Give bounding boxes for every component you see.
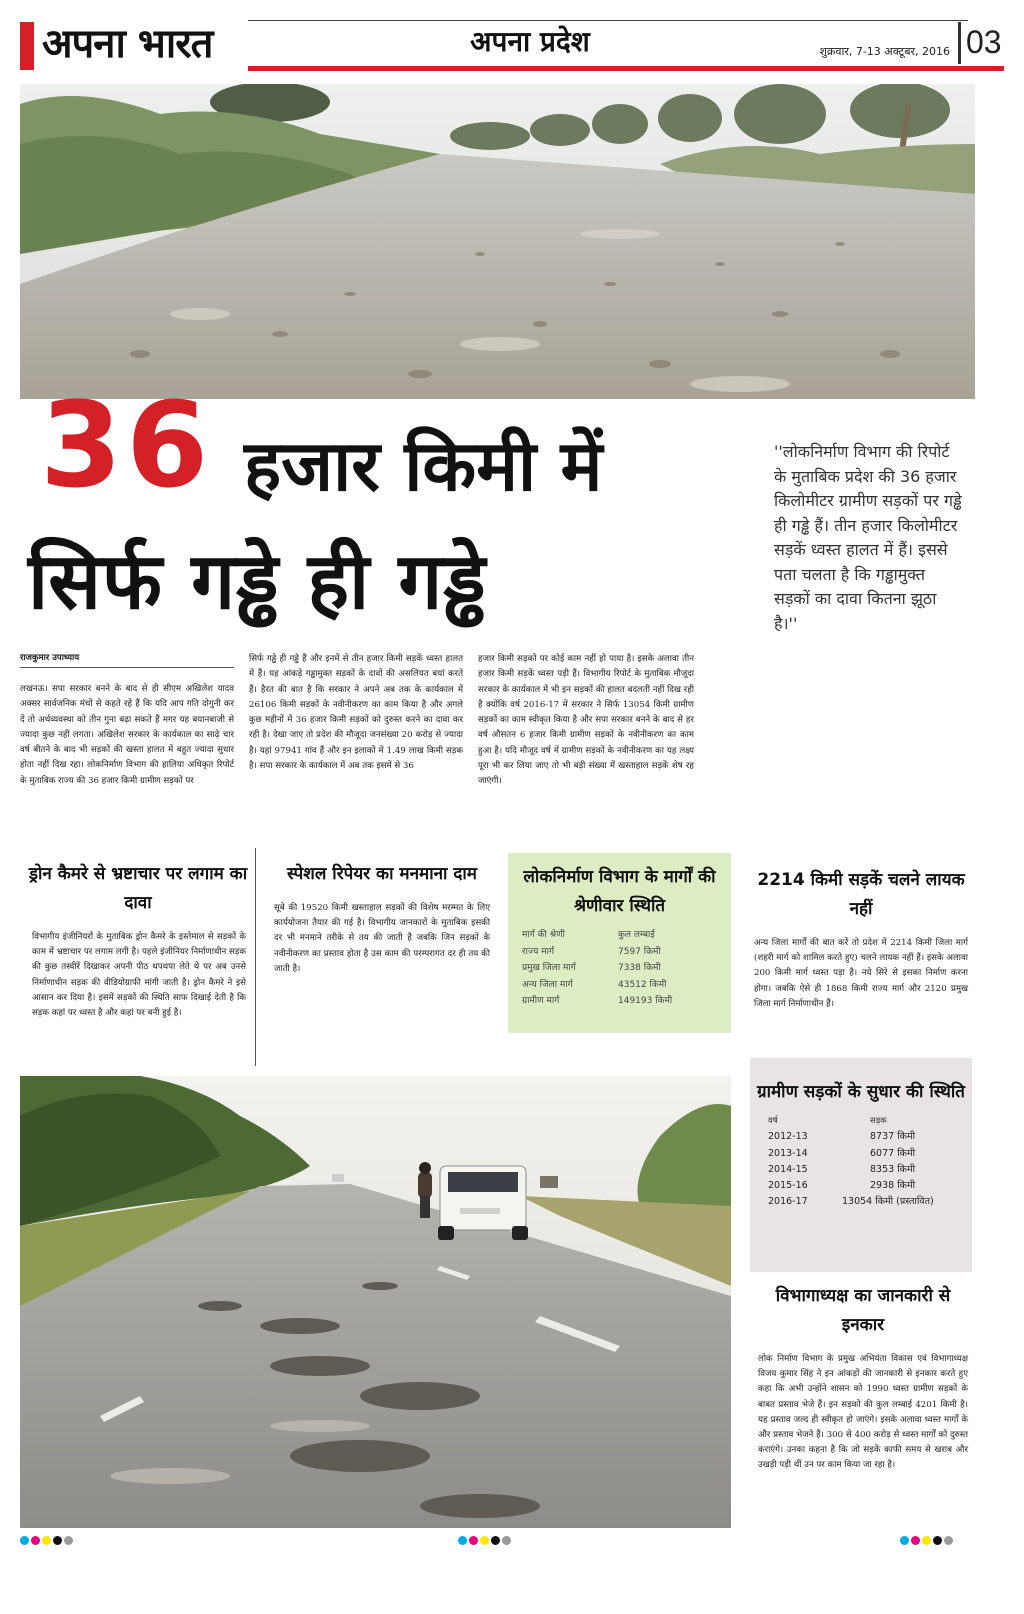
rural-year: 2015-16 [768, 1180, 808, 1192]
table-row [522, 960, 731, 977]
registration-marks-center [458, 1536, 511, 1545]
masthead-divider [958, 22, 961, 64]
drone-title: ड्रोन कैमरे से भ्रष्टाचार पर लगाम का दावा [28, 864, 248, 913]
unusable-title: 2214 किमी सड़कें चलने लायक नहीं [757, 870, 965, 919]
category-header-length: कुल लम्बाई [618, 930, 655, 940]
photo-pothole-highway [20, 1076, 731, 1528]
category-header-type: मार्ग की श्रेणी [522, 930, 565, 940]
masthead-red-bar [20, 22, 34, 70]
rural-year: 2016-17 [768, 1196, 808, 1208]
category-type: प्रमुख जिला मार्ग [522, 963, 576, 973]
rural-header-row [768, 1113, 972, 1129]
registration-marks-left [20, 1536, 73, 1545]
rural-header-year: वर्ष [768, 1116, 778, 1126]
drone-body: विभागीय इंजीनियरों के मुताबिक ड्रोन कैमरे के इस्तेमाल से सड़कों के काम में भ्रष्टाचार पर लगाम लगी है। पहले इंजीनियर निर्माणाधीन सड़क की कुछ तस्वीरें दिखाकर अपनी पीठ थपथपा लेते थे पर अब उनसे निर्माणाधीन सड़क की वीडियोग्राफी मांगी जाती है। ड्रोन कैमरे ने इसे आसान कर दिया है। इसमें सड़कों की स्थिति साफ दिखाई देती है कि सड़क कहां पर ध्वस्त है और कहां पर बनी हुई है। [32, 932, 246, 1019]
unusable-roads-section [750, 866, 972, 1012]
newspaper-logo[interactable]: अपना भारत [42, 21, 213, 67]
photo-damaged-village-road [20, 84, 975, 399]
repair-section [262, 848, 502, 977]
category-type: अन्य जिला मार्ग [522, 979, 573, 990]
issue-date: शुक्रवार, 7-13 अक्टूबर, 2016 [819, 45, 950, 58]
rural-roads-box [750, 1058, 972, 1272]
masthead-top-rule [248, 20, 968, 21]
rural-length: 13054 किमी (प्रस्तावित) [842, 1196, 934, 1208]
rural-year: 2014-15 [768, 1163, 808, 1175]
category-title: लोकनिर्माण विभाग के मार्गों की श्रेणीवार स्थिति [523, 867, 716, 916]
rural-length: 6077 किमी [870, 1147, 916, 1159]
category-length: 7597 किमी [618, 946, 661, 957]
category-header-row [522, 927, 731, 944]
column-divider [255, 848, 256, 1066]
hod-denial-section [752, 1282, 974, 1474]
headline-line-2: सिर्फ गड्ढे ही गड्ढे [28, 537, 487, 627]
masthead [20, 18, 1004, 74]
hod-title: विभागाध्यक्ष का जानकारी से इनकार [775, 1286, 951, 1335]
category-type: राज्य मार्ग [522, 946, 555, 957]
category-table [522, 927, 731, 1010]
registration-marks-right [900, 1536, 953, 1545]
table-row [768, 1178, 972, 1194]
table-row [522, 993, 731, 1010]
headline-number: 36 [40, 376, 213, 514]
table-row [768, 1129, 972, 1145]
road-category-box [508, 853, 731, 1033]
byline: राजकुमार उपाध्याय [20, 652, 234, 668]
table-row [522, 944, 731, 961]
category-length: 149193 किमी [618, 996, 673, 1006]
rural-table [768, 1113, 972, 1211]
repair-title: स्पेशल रिपेयर का मनमाना दाम [287, 864, 477, 884]
category-length: 7338 किमी [618, 963, 661, 973]
unusable-body: अन्य जिला मार्गों की बात करें तो प्रदेश में 2214 किमी जिला मार्ग (शहरी मार्ग को शामिल करते हुए) चलने लायक नहीं हैं। इसके अलावा 200 किमी मार्ग ध्वस्त पड़ा है। नये सिरे से इसका निर्माण करना होगा। जबकि ऐसे ही 1868 किमी राज्य मार्ग और 2120 प्रमुख जिला मार्ग निर्माणाधीन हैं। [754, 938, 968, 1009]
hod-body: लोक निर्माण विभाग के प्रमुख अभियंता विकास एवं विभागाध्यक्ष विजय कुमार सिंह ने इन आंकड़ों की जानकारी से इनकार करते हुए कहा कि अभी उन्होंने शासन को 1990 ध्वस्त ग्रामीण सड़कों के बाबत प्रस्ताव भेजे हैं। इन सड़कों की कुल लम्बाई 4201 किमी है। यह प्रस्ताव जल्द ही स्वीकृत हो जाएंगे। इसके अलावा ध्वस्त मार्गों के और प्रस्ताव भेजने हैं। 300 से 400 करोड़ से ध्वस्त मार्गों को दुरुस्त कराएंगे। उनका कहना है कि जो सड़कें काफी समय से खराब और उखड़ी पड़ी थीं उन पर काम किया जा रहा है। [758, 1354, 968, 1471]
rural-length: 8737 किमी [870, 1131, 916, 1143]
article-column-3: हजार किमी सड़कों पर कोई काम नहीं हो पाया है। इसके अलावा तीन हजार किमी सड़कें ध्वस्त पड़ी हैं। विभागीय रिपोर्ट के मुताबिक मौजूदा सरकार के कार्यकाल में भी इन सड़कों की हालत बदलती नहीं दिख रही है क्योंकि वर्ष 2016-17 में सरकार ने सिर्फ 13054 किमी ग्रामीण सड़कों का काम स्वीकृत किया है और सपा सरकार बनने के बाद से हर वर्ष औसतन 6 हजार किमी ग्रामीण सड़कों के नवीनीकरण का काम हुआ है। यदि मौजूद वर्ष में ग्रामीण सड़कों के नवीनीकरण का यह लक्ष्य पूरा भी कर लिया जाए तो भी बड़ी संख्या में खस्ताहाल सड़कें शेष रह जाएंगी। [478, 654, 694, 787]
rural-length: 8353 किमी [870, 1163, 916, 1175]
table-row [522, 977, 731, 994]
table-row [768, 1162, 972, 1178]
table-row [768, 1146, 972, 1162]
section-title: अपना प्रदेश [470, 25, 590, 58]
article-column-2: सिर्फ गड्ढे ही गड्ढे हैं और इनमें से तीन हजार किमी सड़कें ध्वस्त हालत में हैं। यह आंकड़े गड्ढामुक्त सड़कों के दावों की असलियत बयां करते हैं। हैरत की बात है कि सरकार ने अपने अब तक के कार्यकाल में 26106 किमी सड़कों के नवीनीकरण का काम किया है और अगले कुछ महीनों में 36 हजार किमी सड़कों को दुरुस्त करने का दावा कर रही है। देखा जाए तो प्रदेश की मौजूदा जनसंख्या 20 करोड़ से ज्यादा है। यहां 97941 गांव हैं और इन इलाकों में 1.49 लाख किमी सड़क है। सपा सरकार के कार्यकाल में अब तक इसमें से 36 [249, 654, 463, 772]
category-length: 43512 किमी [618, 979, 667, 990]
rural-header-road: सड़क [870, 1116, 887, 1126]
rural-year: 2013-14 [768, 1147, 808, 1159]
repair-body: सूबे की 19520 किमी खस्ताहाल सड़कों की विशेष मरम्मत के लिए कार्ययोजना तैयार की गई है। विभागीय जानकारों के मुताबिक इसकी दर भी मनमाने तरीके से तय की जाती है जबकि जिन सड़कों के नवीनीकरण का प्रस्ताव होता है उस काम की परम्परागत दर ही तय की जाती है। [274, 903, 490, 974]
rural-length: 2938 किमी [870, 1180, 916, 1192]
van-illustration [438, 1166, 528, 1240]
pull-quote: ''लोकनिर्माण विभाग की रिपोर्ट के मुताबिक प्रदेश की 36 हजार किलोमीटर ग्रामीण सड़कों पर गड्ढे ही गड्ढे हैं। तीन हजार किलोमीटर सड़कें ध्वस्त हालत में हैं। इससे पता चलता है कि गड्ढामुक्त सड़कों का दावा कितना झूठा है।'' [774, 442, 962, 633]
drone-section [20, 848, 256, 1074]
page-number: 03 [966, 24, 1002, 60]
article-column-1: लखनऊ। सपा सरकार बनने के बाद से ही सीएम अखिलेश यादव अक्सर सार्वजनिक मंचों से कहते रहे हैं कि यदि आप गति दोगुनी कर दें तो अर्थव्यवस्था को तीन गुना बढ़ा सकते हैं मगर यह बयानबाजी से ज्यादा कुछ नहीं लगता। अखिलेश सरकार के कार्यकाल का साढ़े चार वर्ष बीतने के बाद भी सड़कों की खस्ता हालत में बहुत ज्यादा सुधार होता नहीं दिख रहा। लोकनिर्माण विभाग की हालिया अधिकृत रिपोर्ट के मुताबिक राज्य की 36 हजार किमी ग्रामीण सड़कों पर [20, 684, 234, 786]
masthead-red-rule [248, 66, 1004, 71]
rural-year: 2012-13 [768, 1131, 808, 1143]
category-type: ग्रामीण मार्ग [522, 996, 560, 1006]
rural-title: ग्रामीण सड़कों के सुधार की स्थिति [757, 1082, 965, 1102]
table-row [768, 1194, 972, 1210]
headline-line-1: हजार किमी में [244, 425, 603, 507]
